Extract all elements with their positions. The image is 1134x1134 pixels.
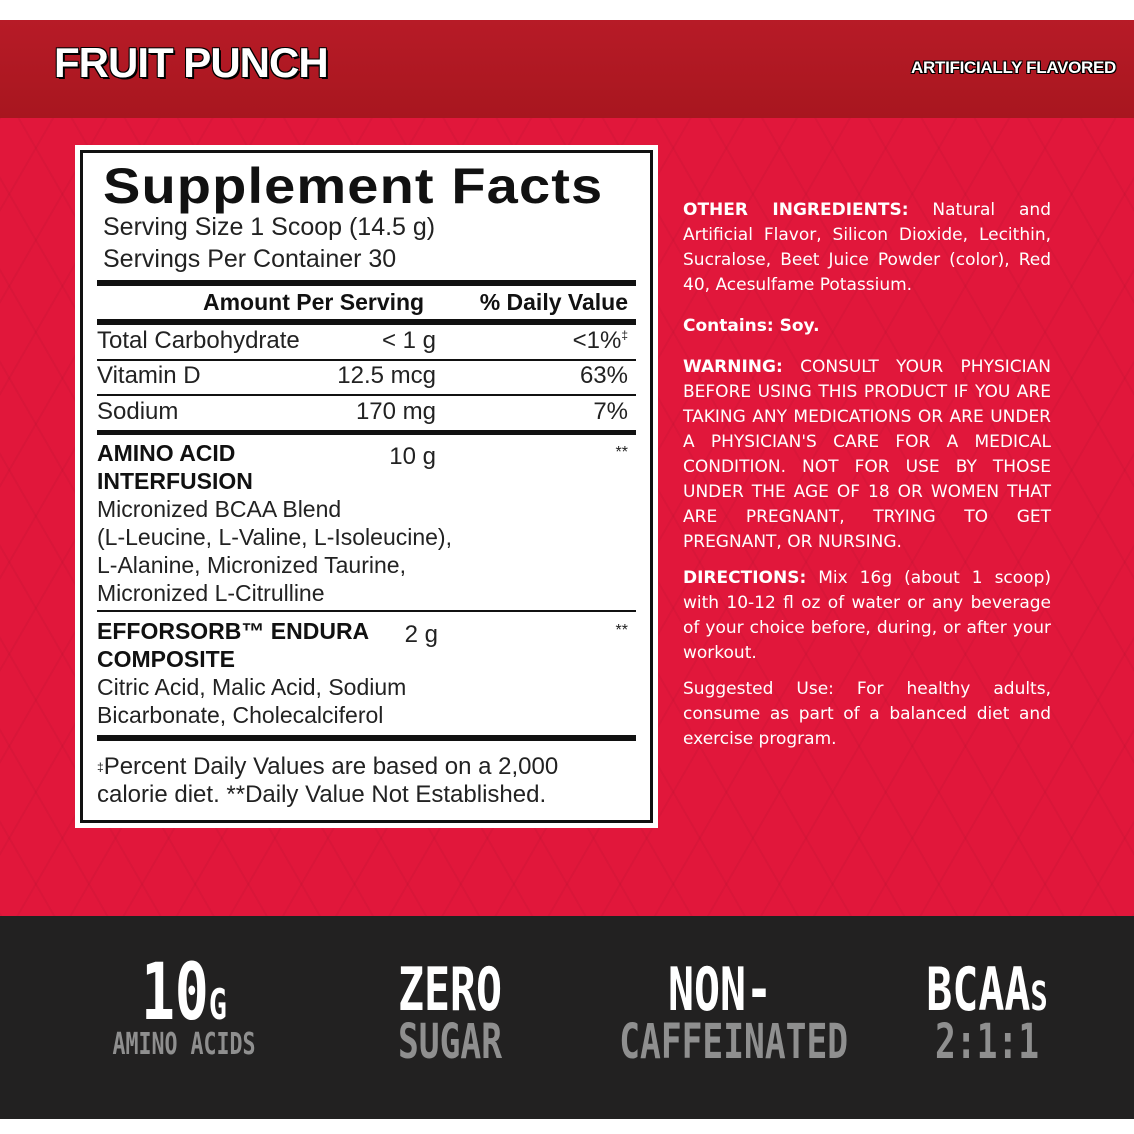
nutrient-daily-value: 7% xyxy=(593,398,628,425)
servings-per-container: Servings Per Container 30 xyxy=(103,245,397,273)
nutrient-daily-value xyxy=(573,329,628,353)
label-info-column xyxy=(683,198,1051,752)
divider-thin xyxy=(97,359,636,361)
blend-name: AMINO ACID xyxy=(97,440,236,466)
directions-label: DIRECTIONS: xyxy=(683,568,807,588)
badge-headline xyxy=(112,948,256,1038)
suggested-use: Suggested Use: For healthy adults, consume as part of a balanced diet and exercise program. xyxy=(683,679,1051,749)
daily-value-footnote xyxy=(97,753,558,809)
allergen-statement: Contains: Soy. xyxy=(683,316,820,336)
badge-headline: ZERO xyxy=(397,955,503,1025)
footnote-line xyxy=(97,753,558,781)
blend-amount: 10 g xyxy=(389,443,436,470)
badge-non-caffeinated xyxy=(580,955,860,1070)
blend-daily-value: ** xyxy=(615,444,628,461)
flavor-note: ARTIFICIALLY FLAVORED xyxy=(911,58,1116,77)
badge-headline: NON- xyxy=(667,955,773,1025)
top-margin xyxy=(0,0,1134,20)
blend-name: EFFORSORB™ ENDURA xyxy=(97,618,370,644)
badge-zero-sugar xyxy=(360,955,540,1070)
nutrient-amount: 12.5 mcg xyxy=(337,362,436,389)
blend-ingredient-line: Citric Acid, Malic Acid, Sodium xyxy=(97,674,407,700)
directions xyxy=(683,566,1051,666)
divider-thick xyxy=(97,735,636,741)
blend-name: INTERFUSION xyxy=(97,468,253,494)
blend-ingredient-line: Micronized BCAA Blend xyxy=(97,496,342,522)
blend-name: COMPOSITE xyxy=(97,646,236,672)
other-ingredients-text: Natural and Artificial Flavor, Silicon Dioxide, Lecithin, Sucralose, Beet Juice Powder (color), Red 40, Acesulfame Potassium. xyxy=(683,200,1051,295)
bottom-margin xyxy=(0,1119,1134,1134)
badge-bcaas xyxy=(892,955,1082,1070)
nutrient-name: Vitamin D xyxy=(97,362,201,389)
blend-ingredient-line: L-Alanine, Micronized Taurine, xyxy=(97,552,406,578)
feature-badges-bar xyxy=(0,916,1134,1119)
dv-footnote-mark: ‡ xyxy=(621,328,628,342)
badge-amino-acids xyxy=(84,948,284,1062)
facts-title: Supplement Facts xyxy=(103,158,604,214)
badge-headline-main: 10 xyxy=(141,948,209,1038)
badge-subline: SUGAR xyxy=(397,1014,503,1070)
blend-amount: 2 g xyxy=(404,621,438,648)
footnote-mark: ‡ xyxy=(97,760,104,774)
warning xyxy=(683,355,1051,555)
footnote-line: calorie diet. **Daily Value Not Established. xyxy=(97,781,547,808)
nutrient-name: Sodium xyxy=(97,398,179,425)
supplement-facts-border xyxy=(80,150,653,823)
badge-headline-main: BCAA xyxy=(926,955,1031,1025)
nutrient-amount: < 1 g xyxy=(381,327,436,354)
badge-headline-suffix: S xyxy=(1030,974,1048,1020)
serving-size: Serving Size 1 Scoop (14.5 g) xyxy=(103,213,436,241)
daily-value-header: % Daily Value xyxy=(479,289,628,315)
footnote-text: Percent Daily Values are based on a 2,000 xyxy=(103,753,559,780)
other-ingredients-label: OTHER INGREDIENTS: xyxy=(683,200,909,220)
divider-thin xyxy=(97,394,636,396)
flavor-name: FRUIT PUNCH xyxy=(54,39,328,86)
badge-headline-suffix: G xyxy=(208,980,227,1029)
blend-ingredient-line: Bicarbonate, Cholecalciferol xyxy=(97,702,384,728)
nutrient-daily-value: 63% xyxy=(579,362,628,389)
badge-headline xyxy=(919,955,1056,1025)
divider-thick xyxy=(97,319,636,325)
warning-text: CONSULT YOUR PHYSICIAN BEFORE USING THIS PRODUCT IF YOU ARE TAKING ANY MEDICATIONS OR ARE UNDER A PHYSICIAN'S CARE FOR A MEDICAL CONDITION. NOT FOR USE BY THOSE UNDER THE AGE OF 18 OR WOMEN THAT ARE PREGNANT, TRYING TO GET PREGNANT, OR NURSING. xyxy=(683,357,1051,552)
badge-subline: 2:1:1 xyxy=(934,1014,1040,1070)
divider-thick xyxy=(97,280,636,286)
blend-ingredient-line: Micronized L-Citrulline xyxy=(97,580,325,606)
divider-thick xyxy=(97,430,636,435)
dv-value: <1% xyxy=(572,327,622,354)
nutrient-name: Total Carbohydrate xyxy=(97,327,300,354)
blend-daily-value: ** xyxy=(615,622,628,639)
badge-subline: AMINO ACIDS xyxy=(112,1027,256,1062)
directions-text: Mix 16g (about 1 scoop) with 10-12 fl oz of water or any beverage of your choice before, during, or after your workout. xyxy=(683,568,1051,663)
nutrient-amount: 170 mg xyxy=(355,398,436,425)
other-ingredients xyxy=(683,198,1051,298)
divider-thin xyxy=(97,610,636,612)
badge-subline: CAFFEINATED xyxy=(619,1014,849,1070)
blend-ingredient-line: (L-Leucine, L-Valine, L-Isoleucine), xyxy=(97,524,452,550)
warning-label: WARNING: xyxy=(683,357,783,377)
amount-per-serving-header: Amount Per Serving xyxy=(203,289,425,315)
supplement-facts-panel xyxy=(75,145,658,828)
flavor-header xyxy=(0,20,1134,118)
